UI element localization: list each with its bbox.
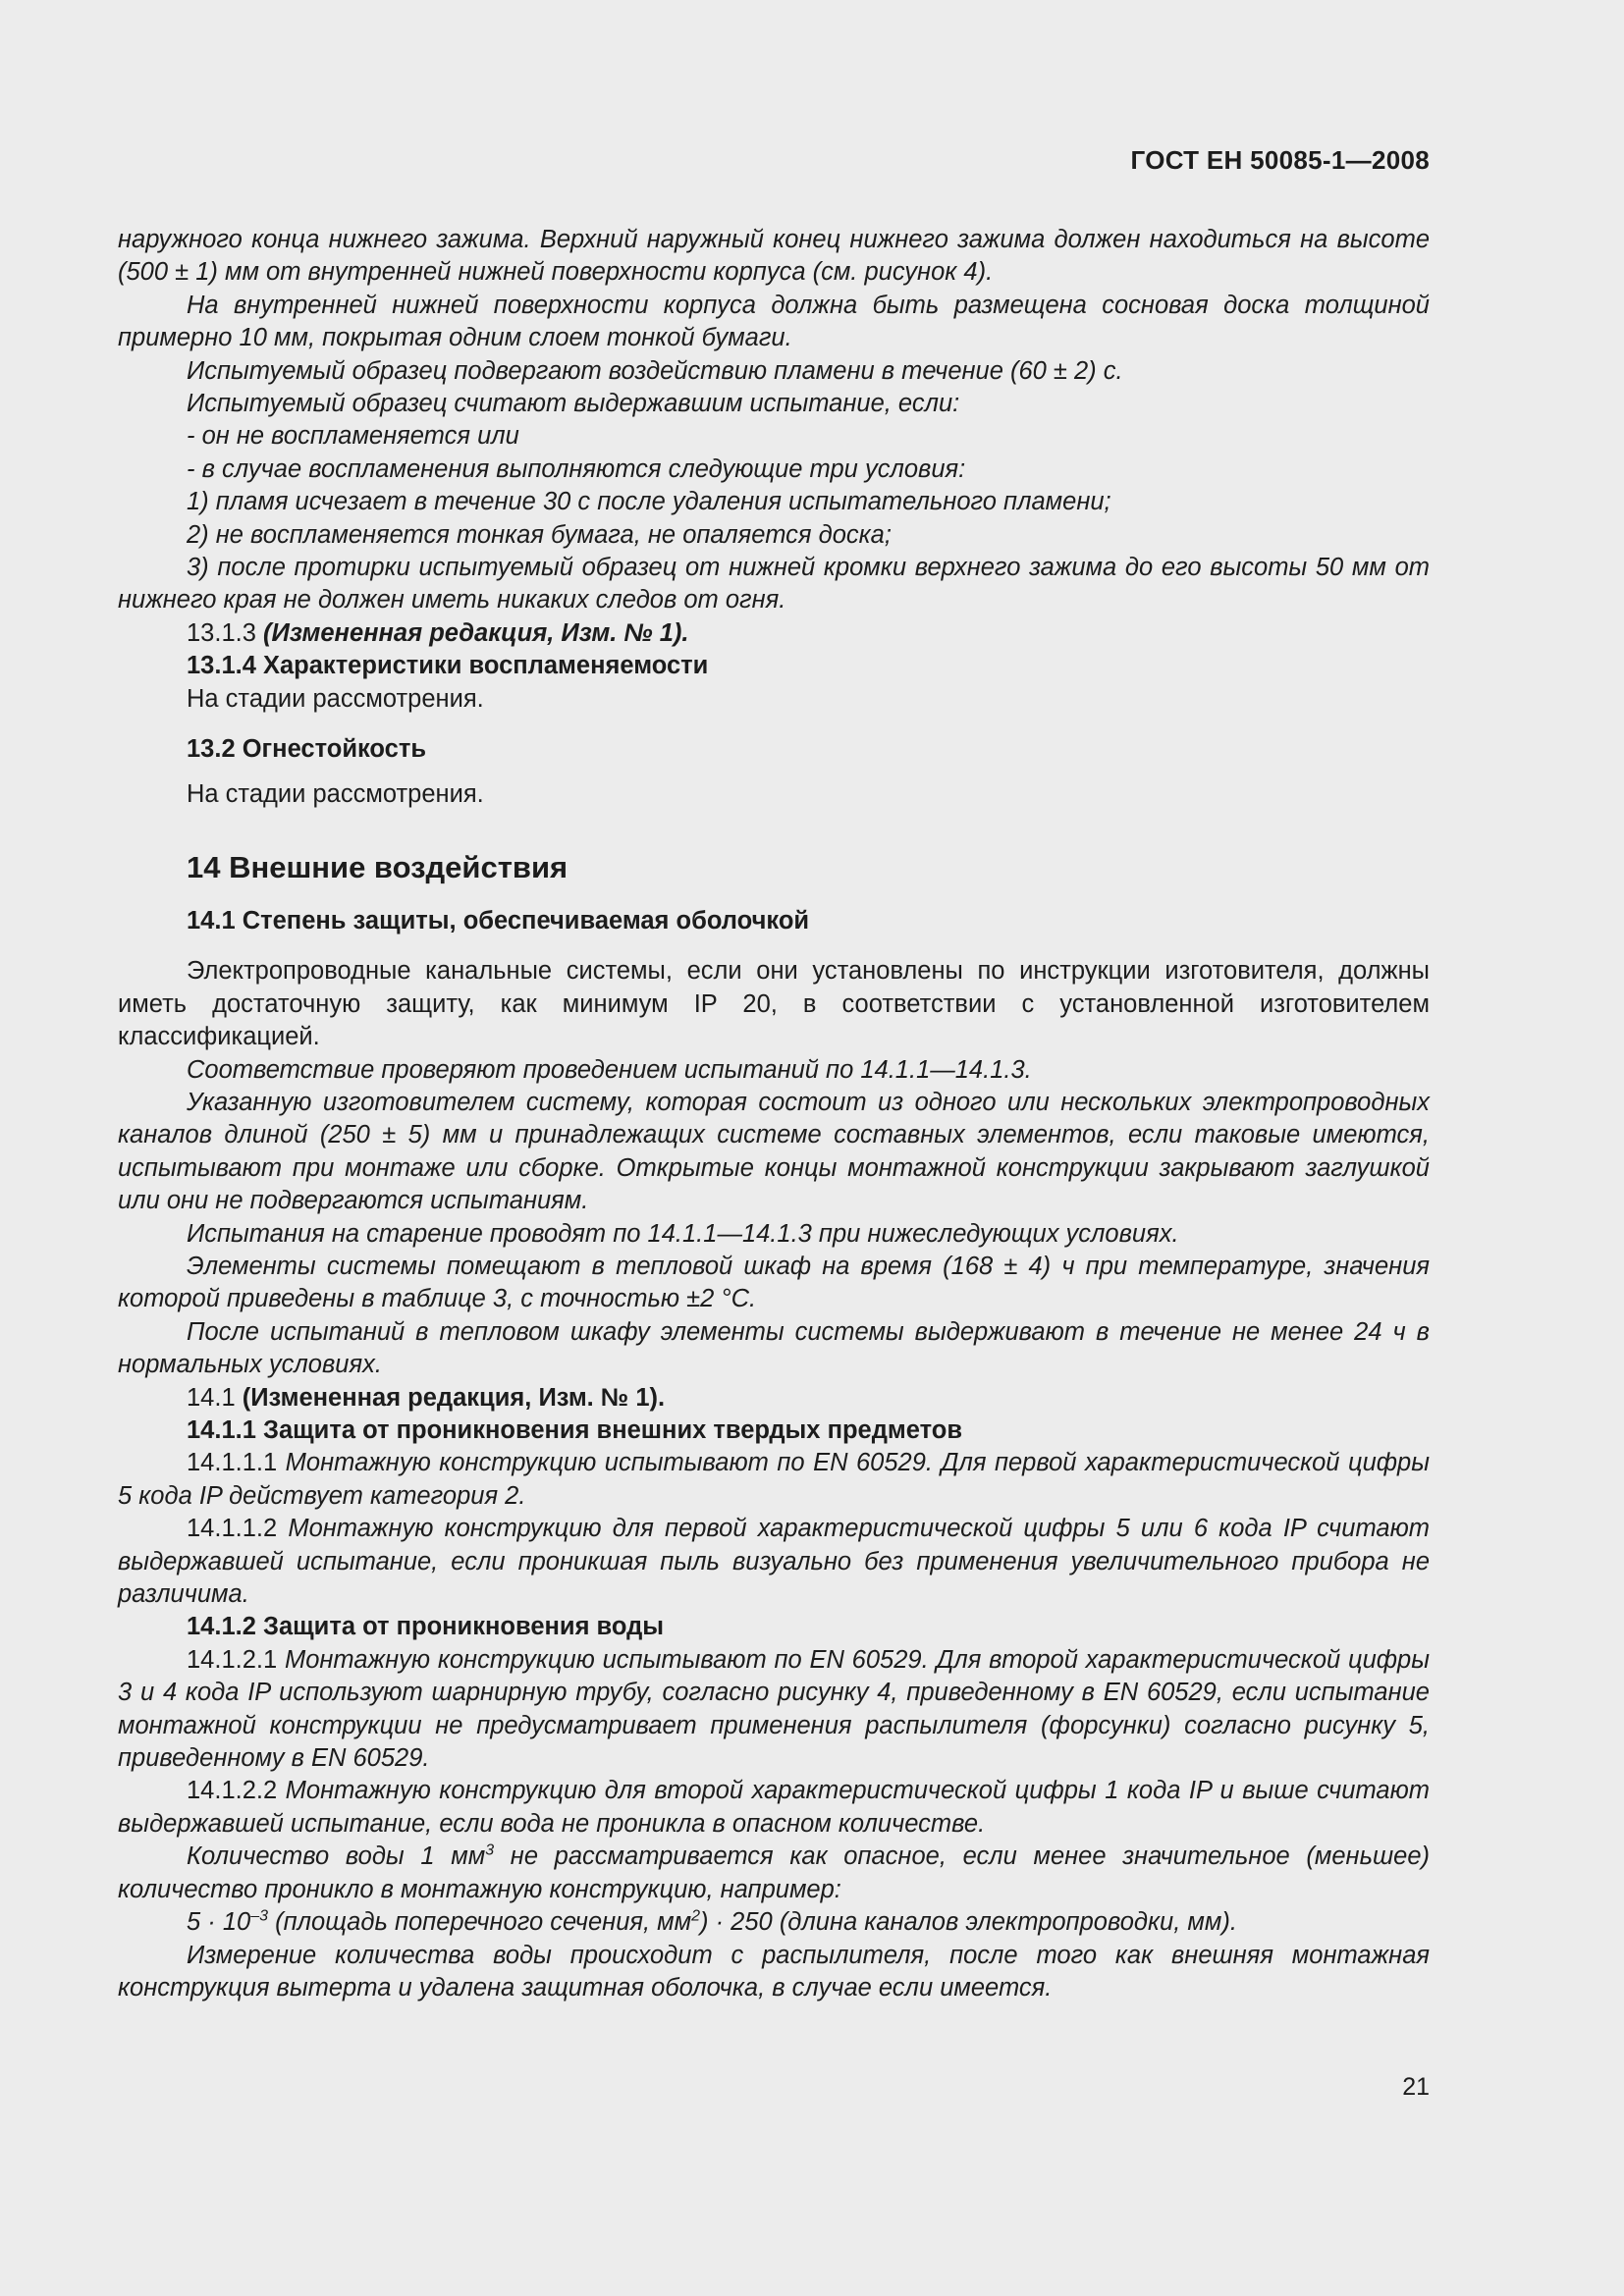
- paragraph: На стадии рассмотрения.: [187, 779, 484, 808]
- text-run: не рассматривается как опасное, если менее значительное (меньшее) количество проникло в монтажную конструкцию, например:: [118, 1842, 1431, 1903]
- clause-text: Монтажную конструкцию для первой характеристической цифры 5 или 6 кода IP считают выдержавшей испытание, если проникшая пыль визуально без применения увеличительного прибора не различима.: [118, 1515, 1430, 1609]
- superscript: –3: [250, 1907, 269, 1925]
- paragraph: [118, 1447, 1430, 1513]
- paragraph: Соответствие проверяют проведением испытаний по 14.1.1—14.1.3.: [187, 1055, 1032, 1084]
- superscript: 2: [691, 1907, 701, 1925]
- document-code: ГОСТ ЕН 50085-1—2008: [1130, 145, 1430, 175]
- subsection-heading: 13.1.4 Характеристики воспламеняемости: [187, 652, 709, 680]
- page-number: 21: [1402, 2073, 1430, 2101]
- clause-number: 14.1.2.2: [187, 1777, 286, 1805]
- amendment-text: (Измененная редакция, Изм. № 1).: [242, 1383, 666, 1412]
- text-run: ) · 250 (длина каналов электропроводки, мм).: [700, 1908, 1237, 1937]
- list-item: 2) не воспламеняется тонкая бумага, не опаляется доска;: [187, 520, 892, 549]
- paragraph: наружного конца нижнего зажима. Верхний наружный конец нижнего зажима должен находиться на высоте (500 ± 1) мм от внутренней нижней поверхности корпуса (см. рисунок 4).: [118, 226, 1430, 287]
- text-run: (площадь поперечного сечения, мм: [268, 1908, 692, 1937]
- amendment-note: [118, 1382, 1430, 1415]
- clause-number: 14.1: [187, 1383, 243, 1412]
- subsection-heading: 14.1.2 Защита от проникновения воды: [187, 1613, 665, 1641]
- paragraph: Измерение количества воды происходит с распылителя, после того как внешняя монтажная конструкция вытерта и удалена защитная оболочка, в случае если имеется.: [118, 1941, 1430, 2002]
- list-item: - он не воспламеняется или: [187, 422, 519, 451]
- subsection-heading: 13.2 Огнестойкость: [187, 735, 427, 764]
- subsection-heading: 14.1.1 Защита от проникновения внешних твердых предметов: [187, 1416, 963, 1444]
- clause-number: 14.1.1.1: [187, 1449, 286, 1477]
- text-run: Количество воды 1 мм: [187, 1842, 486, 1871]
- paragraph: [118, 1841, 1430, 1906]
- subsection-heading: 14.1 Степень защиты, обеспечиваемая оболочкой: [187, 906, 810, 934]
- page-body: [118, 224, 1430, 2004]
- paragraph: На стадии рассмотрения.: [187, 684, 484, 713]
- clause-text: Монтажную конструкцию испытывают по EN 60529. Для второй характеристической цифры 3 и 4 кода IP используют шарнирную трубу, согласно рисунку 4, приведенному в EN 60529, если испытание монтажной конструкции не предусматривает применения распылителя (форсунки) согласно рисунку 5, приведенному в EN 60529.: [118, 1645, 1430, 1773]
- paragraph: После испытаний в тепловом шкафу элементы системы выдерживают в течение не менее 24 ч в нормальных условиях.: [118, 1317, 1430, 1379]
- clause-text: Монтажную конструкцию испытывают по EN 60529. Для первой характеристической цифры 5 кода IP действует категория 2.: [118, 1449, 1431, 1510]
- clause-number: 13.1.3: [187, 618, 263, 647]
- amendment-note: [118, 617, 1430, 650]
- paragraph: [118, 1644, 1430, 1776]
- section-heading: 14 Внешние воздействия: [187, 849, 568, 884]
- clause-number: 14.1.2.1: [187, 1645, 285, 1674]
- paragraph: [118, 1513, 1430, 1611]
- superscript: 3: [485, 1842, 495, 1859]
- paragraph: Испытания на старение проводят по 14.1.1—14.1.3 при нижеследующих условиях.: [187, 1219, 1179, 1248]
- clause-text: Монтажную конструкцию для второй характеристической цифры 1 кода IP и выше считают выдержавшей испытание, если вода не проникла в опасном количестве.: [118, 1777, 1430, 1838]
- list-item: - в случае воспламенения выполняются следующие три условия:: [187, 454, 966, 483]
- paragraph: Элементы системы помещают в тепловой шкаф на время (168 ± 4) ч при температуре, значения которой приведены в таблице 3, с точностью ±2 °С.: [118, 1252, 1430, 1313]
- list-item: 3) после протирки испытуемый образец от нижней кромки верхнего зажима до его высоты 50 мм от нижнего края не должен иметь никаких следов от огня.: [118, 554, 1430, 614]
- text-run: 5 · 10: [187, 1908, 251, 1937]
- clause-number: 14.1.1.2: [187, 1515, 289, 1543]
- list-item: 1) пламя исчезает в течение 30 с после удаления испытательного пламени;: [187, 488, 1111, 516]
- paragraph: [118, 1775, 1430, 1841]
- paragraph: Испытуемый образец подвергают воздействию пламени в течение (60 ± 2) с.: [187, 356, 1123, 385]
- amendment-text: (Измененная редакция, Изм. № 1).: [262, 618, 689, 647]
- paragraph: Указанную изготовителем систему, которая состоит из одного или нескольких электропроводных каналов длиной (250 ± 5) мм и принадлежащих системе составных элементов, если таковые имеются, испытывают при монтаже или сборке. Открытые концы монтажной конструкции закрывают заглушкой или они не подвергаются испытаниям.: [118, 1088, 1430, 1215]
- paragraph: На внутренней нижней поверхности корпуса должна быть размещена сосновая доска толщиной примерно 10 мм, покрытая одним слоем тонкой бумаги.: [118, 291, 1430, 352]
- formula-line: [118, 1906, 1430, 1939]
- paragraph: Электропроводные канальные системы, если они установлены по инструкции изготовителя, должны иметь достаточную защиту, как минимум IP 20, в соответствии с установленной изготовителем классификацией.: [118, 957, 1430, 1051]
- paragraph: Испытуемый образец считают выдержавшим испытание, если:: [187, 390, 960, 418]
